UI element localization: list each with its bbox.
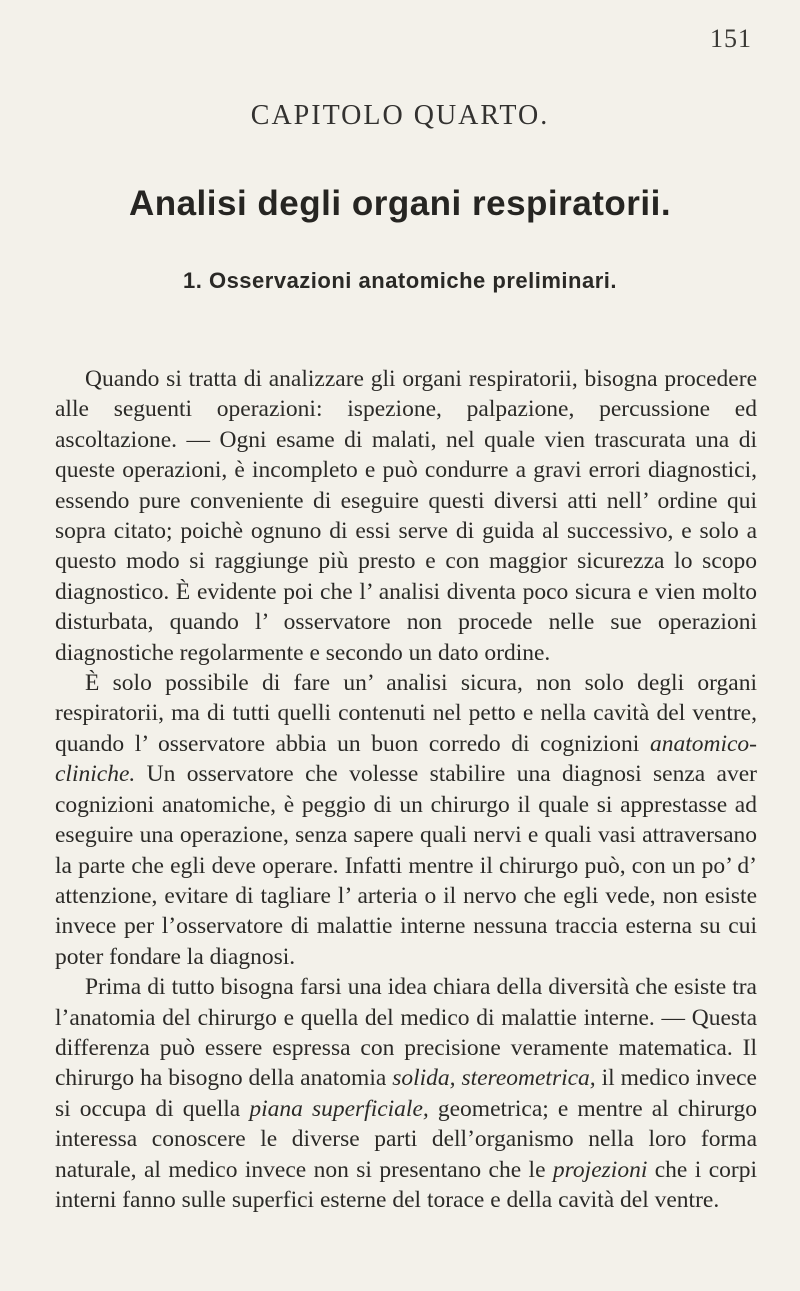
paragraph-3-text-d: che i corpi interni fanno sulle superfici esterne del torace e della cavità del ventre.: [55, 1156, 757, 1213]
paragraph-3-text-a: Prima di tutto bisogna farsi una idea chiara della diversità che esiste tra l’anatomia del chirurgo e quella del medico di malattie interne. — Questa differenza può essere espressa con precisione veramente matematica. Il chirurgo ha bisogno della anatomia: [55, 974, 757, 1092]
page-number: 151: [710, 24, 752, 53]
paragraph-1: Quando si tratta di analizzare gli organi respiratorii, bisogna procedere alle seguenti operazioni: ispezione, palpazione, percussione ed ascoltazione. — Ogni esame di malati, nel quale vien trascurata una di queste operazioni, è incompleto e può condurre a gravi errori diagnostici, essendo pure conveniente di eseguire questi diversi atti nell’ ordine qui sopra citato; poichè ognuno di essi serve di guida al successivo, e solo a questo modo si raggiunge più presto e con maggior sicurezza lo scopo diagnostico. È evidente poi che l’ analisi diventa poco sicura e vien molto disturbata, quando l’ osservatore non procede nelle sue operazioni diagnostiche regolarmente e secondo un dato ordine.: [55, 366, 757, 666]
paragraph-2-italic-1: anatomico-cliniche.: [55, 730, 757, 788]
paragraph-2-text-b: Un osservatore che volesse stabilire una diagnosi senza aver cognizioni anatomiche, è peggio di un chirurgo il quale si apprestasse ad eseguire una operazione, senza sapere quali nervi e quali vasi attraversano la parte che egli deve operare. Infatti mentre il chirurgo può, con un po’ d’ attenzione, evitare di tagliare l’ arteria o il nervo che egli vede, non esiste invece per l’osservatore di malattie interne nessuna traccia esterna su cui poter fondare la diagnosi.: [55, 761, 757, 970]
paragraph-2-text-a: È solo possibile di fare un’ analisi sicura, non solo degli organi respiratorii, ma di tutti quelli contenuti nel petto e nella cavità del ventre, quando l’ osservatore abbia un buon corredo di cognizioni: [55, 670, 757, 757]
section-heading: 1. Osservazioni anatomiche preliminari.: [183, 268, 617, 293]
page-title: Analisi degli organi respiratorii.: [128, 184, 672, 223]
paragraph-3-text-c: geometrica; e mentre al chirurgo interessa conoscere le diverse parti dell’organismo nella loro forma naturale, al medico invece non si presentano che le: [55, 1095, 757, 1183]
paragraph-2: [55, 668, 757, 972]
paragraph-3: [55, 972, 757, 1215]
paragraph-3-italic-1: solida, stereometrica,: [392, 1065, 596, 1092]
paragraph-3-text-b: il medico invece si occupa di quella: [55, 1065, 757, 1122]
paragraph-3-italic-3: projezioni: [552, 1156, 648, 1183]
paragraph-3-italic-2: piana superficiale,: [249, 1095, 429, 1122]
chapter-heading: CAPITOLO QUARTO.: [250, 100, 550, 131]
body-text: [55, 364, 757, 1215]
